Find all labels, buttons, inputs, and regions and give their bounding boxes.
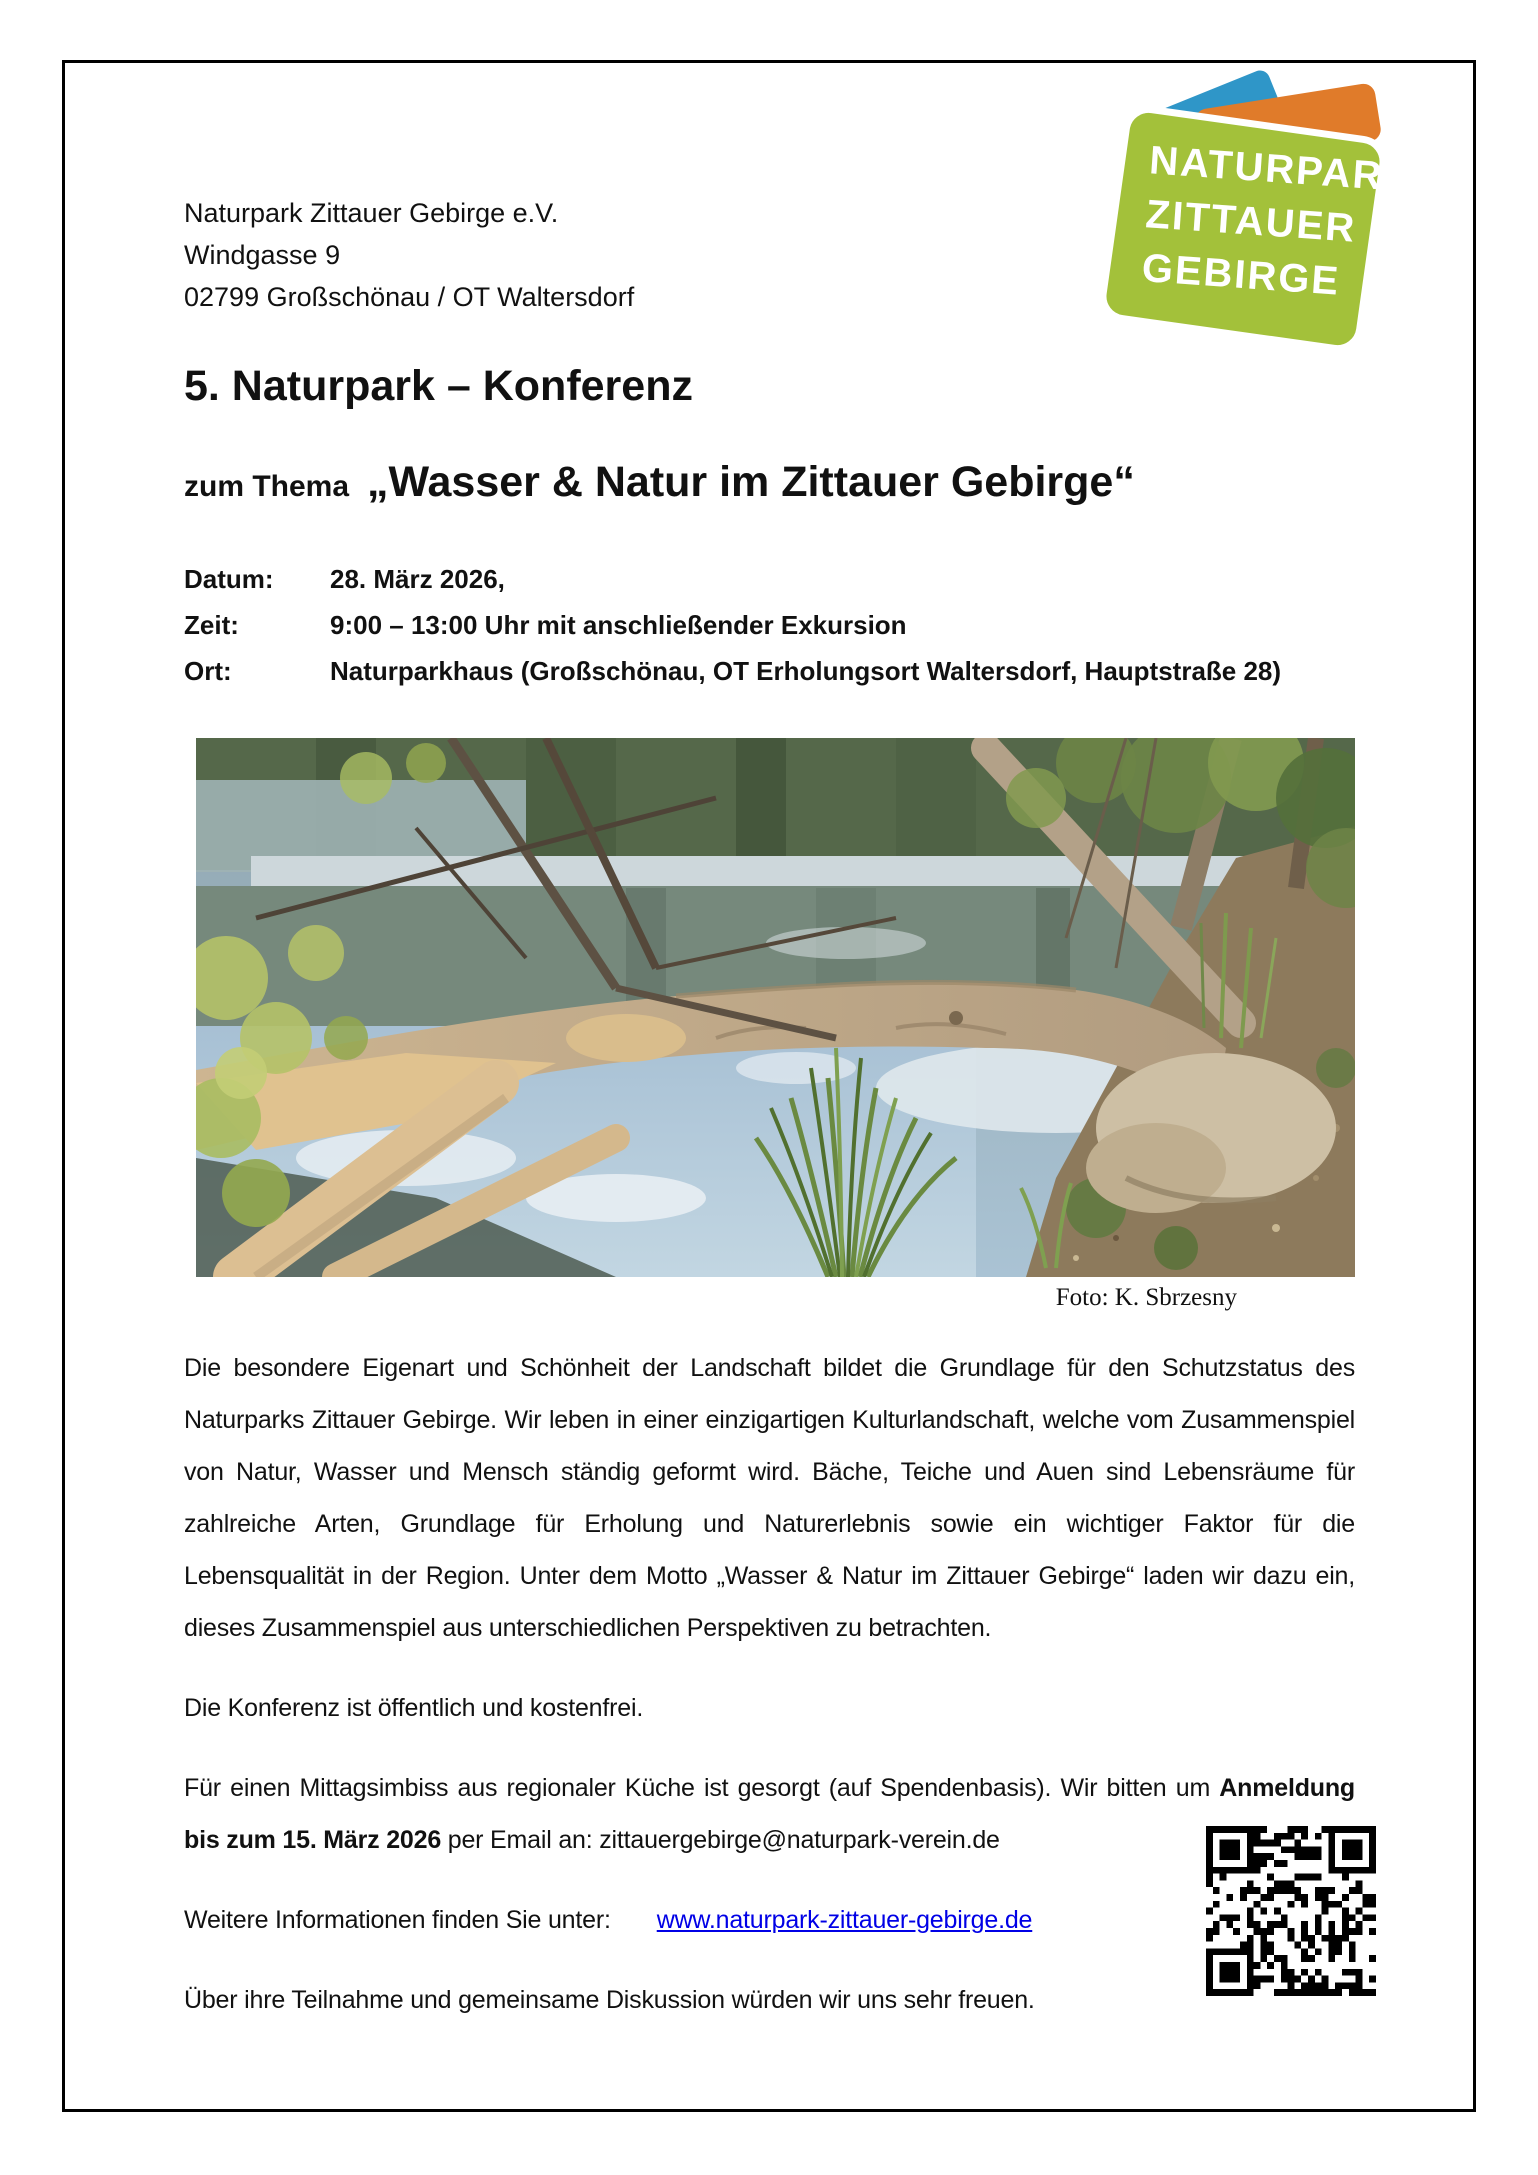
subtitle-prefix: zum Thema xyxy=(184,470,350,503)
place-value: Naturparkhaus (Großschönau, OT Erholungsort Waltersdorf, Hauptstraße 28) xyxy=(330,656,1282,686)
website-link[interactable]: www.naturpark-zittauer-gebirge.de xyxy=(656,1906,1033,1934)
sender-line-3: 02799 Großschönau / OT Waltersdorf xyxy=(184,282,635,312)
intro-paragraph: Die besondere Eigenart und Schönheit der Landschaft bildet die Grundlage für den Schutzstatus des Naturparks Zittauer Gebirge. Wir leben in einer einzigartigen Kulturlandschaft, welche vom Zusammenspiel von Natur, Wasser und Mensch ständig geformt wird. Bäche, Teiche und Auen sind Lebensräume für zahlreiche Arten, Grundlage für Erholung und Naturerlebnis sowie ein wichtiger Faktor für die Lebensqualität in der Region. Unter dem Motto „Wasser & Natur im Zittauer Gebirge“ laden wir dazu ein, dieses Zusammenspiel aus unterschiedlichen Perspektiven zu betrachten. xyxy=(184,1354,1355,1642)
qr-code xyxy=(1206,1826,1376,1996)
date-label: Datum: xyxy=(184,564,274,594)
conference-photo xyxy=(196,738,1355,1277)
logo-line-1: NATURPARK xyxy=(1148,138,1416,201)
event-details xyxy=(184,556,1281,694)
photo-credit: Foto: K. Sbrzesny xyxy=(1055,1284,1237,1311)
subtitle-theme: „Wasser & Natur im Zittauer Gebirge“ xyxy=(367,458,1135,506)
logo-green-card xyxy=(1096,103,1416,356)
logo-line-2: ZITTAUER xyxy=(1144,192,1358,251)
sender-line-2: Windgasse 9 xyxy=(184,240,341,270)
subtitle xyxy=(184,458,1135,507)
detail-row-date xyxy=(184,556,1281,602)
time-label: Zeit: xyxy=(184,610,239,640)
detail-row-place xyxy=(184,648,1281,694)
registration-text-2: per Email an: xyxy=(441,1826,600,1854)
info-line xyxy=(184,1894,1355,1946)
info-label: Weitere Informationen finden Sie unter: xyxy=(184,1906,611,1934)
registration-deadline: Anmeldung bis zum 15. März 2026 xyxy=(184,1774,1355,1854)
free-entry-line: Die Konferenz ist öffentlich und kostenfrei. xyxy=(184,1694,644,1722)
sender-address xyxy=(184,192,634,318)
place-label: Ort: xyxy=(184,656,232,686)
body-text xyxy=(184,1342,1355,2054)
logo-wordmark xyxy=(1140,133,1416,311)
registration-text-1: Für einen Mittagsimbiss aus regionaler Küche ist gesorgt (auf Spendenbasis). Wir bitten um xyxy=(184,1774,1220,1802)
detail-row-time xyxy=(184,602,1281,648)
naturpark-logo xyxy=(1085,78,1416,358)
date-value: 28. März 2026, xyxy=(330,564,505,594)
page-title: 5. Naturpark – Konferenz xyxy=(184,362,693,410)
sender-line-1: Naturpark Zittauer Gebirge e.V. xyxy=(184,198,559,228)
registration-paragraph xyxy=(184,1762,1355,1866)
time-value: 9:00 – 13:00 Uhr mit anschließender Exkursion xyxy=(330,610,907,640)
closing-line: Über ihre Teilnahme und gemeinsame Diskussion würden wir uns sehr freuen. xyxy=(184,1986,1035,2014)
email-address: zittauergebirge@naturpark-verein.de xyxy=(599,1826,1000,1854)
logo-line-3: GEBIRGE xyxy=(1140,246,1342,304)
